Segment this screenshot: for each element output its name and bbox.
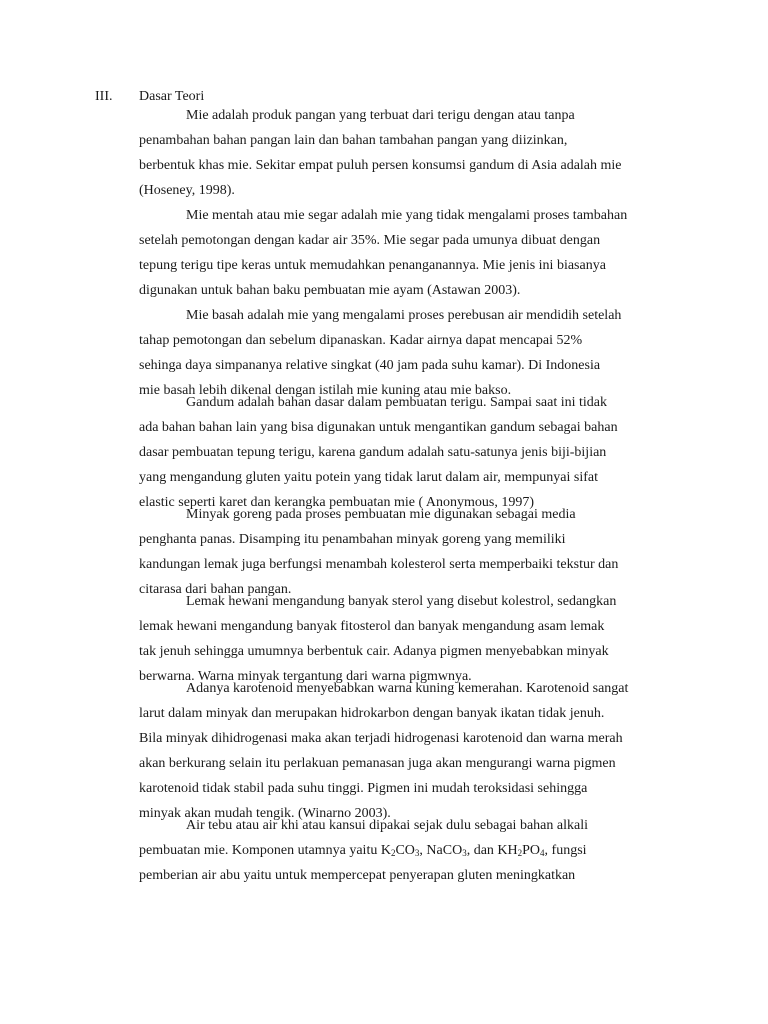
text-line-formula: [139, 838, 684, 863]
formula-text: CO: [395, 843, 415, 858]
text-line: berbentuk khas mie. Sekitar empat puluh persen konsumsi gandum di Asia adalah mie: [139, 158, 622, 173]
text-line: Mie adalah produk pangan yang terbuat dari terigu dengan atau tanpa: [186, 108, 575, 123]
text-line: Minyak goreng pada proses pembuatan mie digunakan sebagai media: [186, 507, 576, 522]
text-line: akan berkurang selain itu perlakuan pemanasan juga akan mengurangi warna pigmen: [139, 756, 616, 771]
subscript: 3: [462, 848, 467, 858]
paragraph-mie-mentah: [139, 203, 684, 303]
section-number: III.: [95, 89, 113, 104]
text-line: kandungan lemak juga berfungsi menambah kolesterol serta memperbaiki tekstur dan: [139, 557, 619, 572]
paragraph-lemak-hewani: [139, 589, 684, 684]
text-line: berwarna. Warna minyak tergantung dari warna pigmwnya.: [139, 669, 472, 684]
section-title: Dasar Teori: [139, 89, 205, 104]
text-line: elastic seperti karet dan kerangka pembuatan mie ( Anonymous, 1997): [139, 495, 534, 510]
formula-text: , fungsi: [544, 843, 587, 858]
paragraph-minyak-goreng: [139, 502, 684, 597]
paragraph-karotenoid: [139, 676, 684, 821]
text-line: (Hoseney, 1998).: [139, 183, 235, 198]
formula-text: pembuatan mie. Komponen utamnya yaitu K: [139, 843, 391, 858]
text-line: setelah pemotongan dengan kadar air 35%. Mie segar pada umunya dibuat dengan: [139, 233, 601, 248]
subscript: 2: [517, 848, 523, 858]
paragraph-air-abu: [139, 813, 684, 888]
text-line: larut dalam minyak dan merupakan hidrokarbon dengan banyak ikatan tidak jenuh.: [139, 706, 605, 721]
text-line: Adanya karotenoid menyebabkan warna kuning kemerahan. Karotenoid sangat: [186, 681, 629, 696]
text-line: pemberian air abu yaitu untuk mempercepat penyerapan gluten meningkatkan: [139, 868, 576, 883]
formula-text: , NaCO: [419, 843, 463, 858]
text-line: Mie mentah atau mie segar adalah mie yang tidak mengalami proses tambahan: [186, 208, 628, 223]
text-line: penambahan bahan pangan lain dan bahan tambahan pangan yang diizinkan,: [139, 133, 568, 148]
text-line: sehinga daya simpananya relative singkat (40 jam pada suhu kamar). Di Indonesia: [139, 358, 601, 373]
text-line: mie basah lebih dikenal dengan istilah mie kuning atau mie bakso.: [139, 383, 512, 398]
text-line: penghanta panas. Disamping itu penambahan minyak goreng yang memiliki: [139, 532, 566, 547]
text-line: tepung terigu tipe keras untuk memudahkan penanganannya. Mie jenis ini biasanya: [139, 258, 606, 273]
paragraph-mie-definition: [139, 103, 684, 203]
subscript: 3: [414, 848, 420, 858]
text-line: tahap pemotongan dan sebelum dipanaskan. Kadar airnya dapat mencapai 52%: [139, 333, 583, 348]
text-line: Mie basah adalah mie yang mengalami proses perebusan air mendidih setelah: [186, 308, 622, 323]
text-line: digunakan untuk bahan baku pembuatan mie ayam (Astawan 2003).: [139, 283, 521, 298]
formula-text: , dan KH: [466, 843, 518, 858]
text-line: dasar pembuatan tepung terigu, karena gandum adalah satu-satunya jenis biji-bijian: [139, 445, 607, 460]
text-line: yang mengandung gluten yaitu potein yang tidak larut dalam air, mempunyai sifat: [139, 470, 598, 485]
text-line: lemak hewani mengandung banyak fitosterol dan banyak mengandung asam lemak: [139, 619, 605, 634]
body-text: [139, 103, 684, 888]
text-line: karotenoid tidak stabil pada suhu tinggi. Pigmen ini mudah teroksidasi sehingga: [139, 781, 588, 796]
formula-text: PO: [522, 843, 541, 858]
subscript: 4: [540, 848, 545, 858]
subscript: 2: [390, 848, 396, 858]
text-line: minyak akan mudah tengik. (Winarno 2003).: [139, 806, 391, 821]
text-line: Lemak hewani mengandung banyak sterol yang disebut kolestrol, sedangkan: [186, 594, 617, 609]
text-line: citarasa dari bahan pangan.: [139, 582, 292, 597]
paragraph-mie-basah: [139, 303, 684, 398]
paragraph-gandum: [139, 390, 684, 510]
text-line: ada bahan bahan lain yang bisa digunakan untuk mengantikan gandum sebagai bahan: [139, 420, 618, 435]
text-line: Bila minyak dihidrogenasi maka akan terjadi hidrogenasi karotenoid dan warna merah: [139, 731, 623, 746]
text-line: tak jenuh sehingga umumnya berbentuk cair. Adanya pigmen menyebabkan minyak: [139, 644, 609, 659]
text-line: Air tebu atau air khi atau kansui dipakai sejak dulu sebagai bahan alkali: [186, 818, 588, 833]
text-line: Gandum adalah bahan dasar dalam pembuatan terigu. Sampai saat ini tidak: [186, 395, 608, 410]
